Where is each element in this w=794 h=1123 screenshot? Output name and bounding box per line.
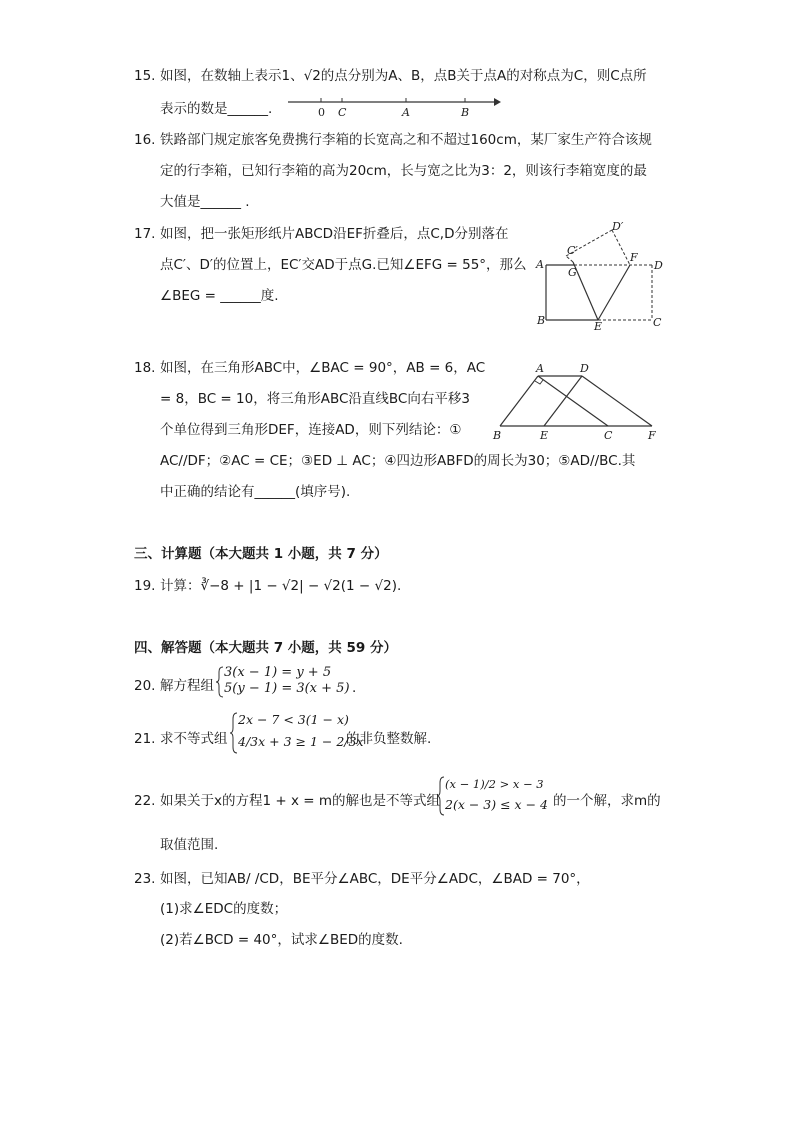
q23-number: 23. [134,871,156,887]
q21-inequality-1: 2x − 7 < 3(1 − x) [238,712,349,727]
q18-line3: 个单位得到三角形DEF，连接AD，则下列结论：① [160,422,462,438]
q17-line2: 点C′、D′的位置上，EC′交AD于点G.已知∠EFG = 55°，那么 [160,257,527,273]
q21-number: 21. [134,731,156,747]
q17-number: 17. [134,226,156,242]
q15-line2: 表示的数是______. [160,101,273,117]
q22-number: 22. [134,793,156,809]
q17-fold-figure [532,220,672,335]
q15-label-b: B [461,106,470,119]
q19-text: 计算：∛−8 + |1 − √2| − √2(1 − √2). [160,578,402,594]
q17-label-d1: D′ [612,220,624,233]
q18-translation-figure [490,360,665,445]
q18-label-c: C [604,429,613,442]
q23-part1: (1)求∠EDC的度数； [160,901,288,917]
q20-equation-1: 3(x − 1) = y + 5 [224,665,332,680]
q22-line2: 取值范围. [160,837,219,853]
q20-number: 20. [134,678,156,694]
q18-label-b: B [493,429,502,442]
q17-label-a: A [536,258,544,271]
q16-line3: 大值是______ . [160,194,250,210]
q17-label-g: G [568,266,577,279]
q18-line2: = 8，BC = 10，将三角形ABC沿直线BC向右平移3 [160,391,470,407]
section-4-heading: 四、解答题（本大题共 7 小题，共 59 分） [134,640,397,656]
q16-line2: 定的行李箱，已知行李箱的高为20cm，长与宽之比为3：2，则该行李箱宽度的最 [160,163,647,179]
q17-label-c: C [653,316,662,329]
q18-label-f: F [648,429,656,442]
q18-label-d: D [580,362,589,375]
q23-part2: (2)若∠BCD = 40°，试求∠BED的度数. [160,932,403,948]
q18-line5: 中正确的结论有______(填序号). [160,484,351,500]
q20-suffix: . [352,680,357,696]
q22-suffix: 的一个解，求m的 [553,793,661,809]
q21-inequality-2: 4/3x + 3 ≥ 1 − 2/3x [238,734,364,749]
q18-label-e: E [540,429,549,442]
q19-number: 19. [134,578,156,594]
q17-label-c1: C′ [567,244,578,257]
q18-line1: 如图，在三角形ABC中，∠BAC = 90°，AB = 6，AC [160,360,486,376]
q20-equation-2: 5(y − 1) = 3(x + 5) [224,681,350,696]
q21-prefix: 求不等式组 [160,731,228,747]
q21-brace [230,712,238,754]
q17-line1: 如图，把一张矩形纸片ABCD沿EF折叠后，点C,D分别落在 [160,226,509,242]
q15-number-line [288,94,503,124]
q20-prefix: 解方程组 [160,678,214,694]
q18-number: 18. [134,360,156,376]
q17-label-f: F [630,251,638,264]
q20-brace [216,666,224,698]
q21-suffix: 的非负整数解. [346,731,432,747]
q17-label-e: E [594,320,603,333]
q15-number: 15. [134,68,156,84]
q15-label-c: C [338,106,347,119]
q18-line4: AC//DF；②AC = CE；③ED ⊥ AC；④四边形ABFD的周长为30；⑤AD//BC.其 [160,453,636,469]
q22-inequality-1: (x − 1)/2 > x − 3 [445,777,544,791]
q16-line1: 铁路部门规定旅客免费携行李箱的长宽高之和不超过160cm，某厂家生产符合该规 [160,132,652,148]
q18-label-a: A [536,362,544,375]
q17-line3: ∠BEG = ______度. [160,288,279,304]
q15-line1: 如图，在数轴上表示1、√2的点分别为A、B，点B关于点A的对称点为C，则C点所 [160,68,647,84]
q17-label-d: D [654,259,663,272]
q16-number: 16. [134,132,156,148]
q15-label-a: A [402,106,410,119]
q22-inequality-2: 2(x − 3) ≤ x − 4 [445,797,548,812]
q23-line1: 如图，已知AB/ /CD，BE平分∠ABC，DE平分∠ADC，∠BAD = 70°， [160,871,590,887]
section-3-heading: 三、计算题（本大题共 1 小题，共 7 分） [134,546,388,562]
q22-prefix: 如果关于x的方程1 + x = m的解也是不等式组 [160,793,441,809]
q17-label-b: B [537,314,546,327]
q15-label-zero: 0 [318,106,325,119]
q22-brace [437,776,445,816]
